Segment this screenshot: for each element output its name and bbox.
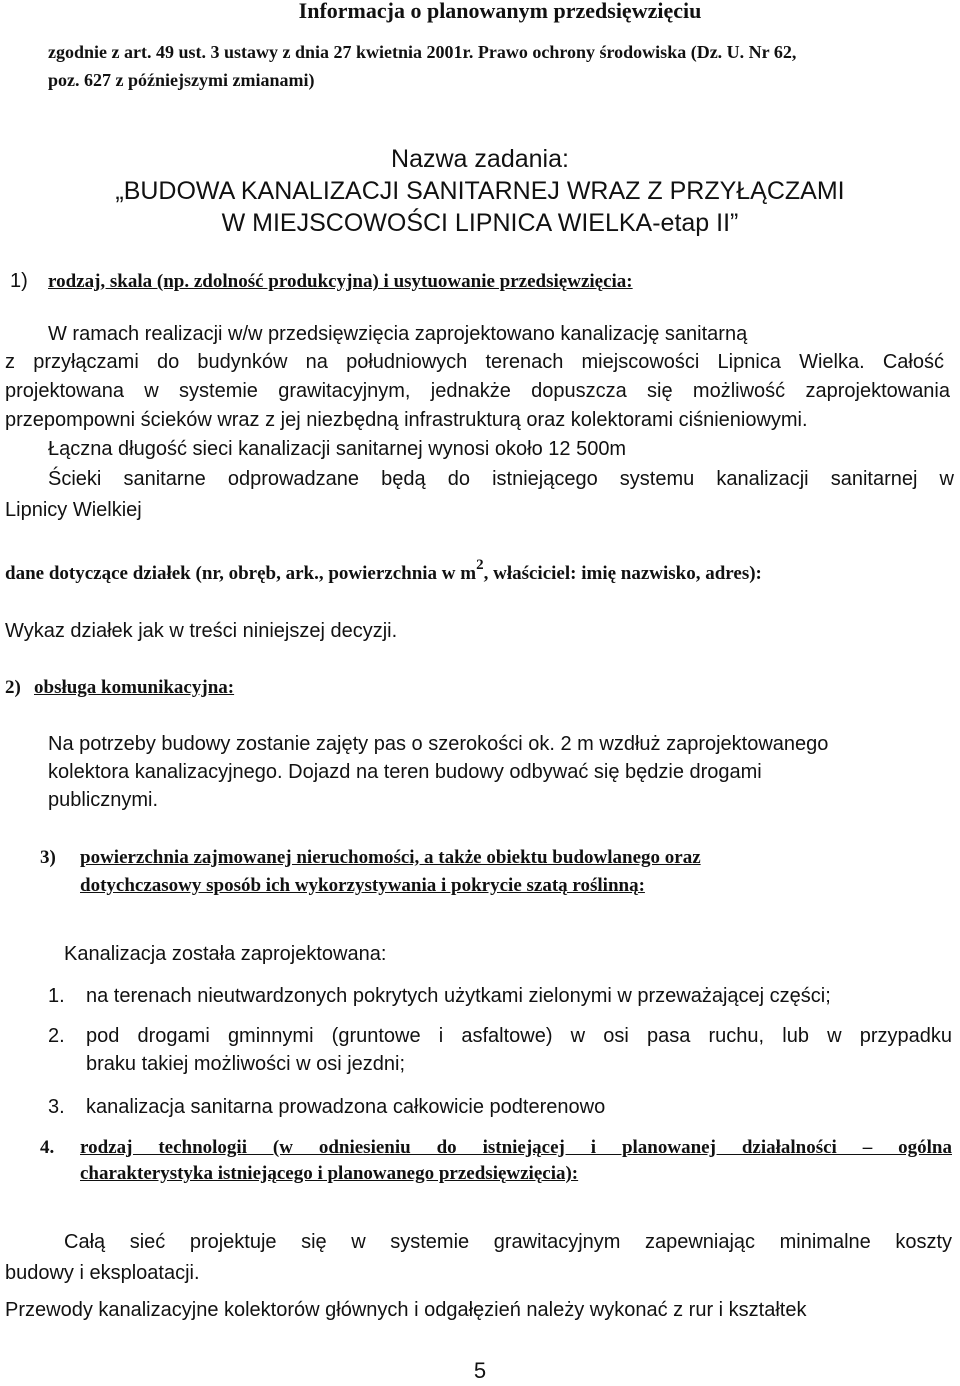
section-4-line-1: Całą sieć projektuje się w systemie grawitacyjnym zapewniając minimalne koszty xyxy=(64,1231,952,1253)
section-1-line-7: Lipnicy Wielkiej xyxy=(5,499,142,521)
section-4-heading-line-2: charakterystyka istniejącego i planowanego przedsięwzięcia): xyxy=(80,1163,579,1184)
legal-basis-line-2: poz. 627 z późniejszymi zmianami) xyxy=(48,70,315,90)
section-4-number: 4. xyxy=(40,1137,55,1158)
list-item-text: kanalizacja sanitarna prowadzona całkowicie podterenowo xyxy=(86,1096,606,1118)
list-item-number: 1. xyxy=(48,985,65,1007)
section-1-line-3: projektowana w systemie grawitacyjnym, jednakże dopuszcza się możliwość zaprojektowania xyxy=(5,380,950,402)
section-3-heading-line-1: powierzchnia zajmowanej nieruchomości, a także obiektu budowlanego oraz xyxy=(80,847,701,868)
section-2-line-1: Na potrzeby budowy zostanie zajęty pas o szerokości ok. 2 m wzdłuż zaprojektowanego xyxy=(48,733,829,755)
section-3-number: 3) xyxy=(40,847,56,868)
plots-heading: dane dotyczące działek (nr, obręb, ark., powierzchnia w $m^2$, właściciel: imię nazwisko, adres): xyxy=(5,557,762,584)
section-4-line-2: budowy i eksploatacji. xyxy=(5,1262,200,1284)
section-4-line-3: Przewody kanalizacyjne kolektorów głównych i odgałęzień należy wykonać z rur i kształtek xyxy=(5,1299,807,1321)
section-2-heading: obsługa komunikacyjna: xyxy=(34,677,235,698)
legal-basis-line-1: zgodnie z art. 49 ust. 3 ustawy z dnia 27 kwietnia 2001r. Prawo ochrony środowiska (Dz. U. Nr 62, xyxy=(48,42,797,62)
document-title: Informacja o planowanym przedsięwzięciu xyxy=(298,0,702,23)
list-item-number: 3. xyxy=(48,1096,65,1118)
list-item-number: 2. xyxy=(48,1025,65,1047)
section-4-heading-line-1: rodzaj technologii (w odniesieniu do istniejącej i planowanej działalności – ogólna xyxy=(80,1137,952,1158)
list-item-text-continued: braku takiej możliwości w osi jezdni; xyxy=(86,1053,406,1075)
section-1-line-1: W ramach realizacji w/w przedsięwzięcia zaprojektowano kanalizację sanitarną xyxy=(48,323,748,345)
section-1-number: 1) xyxy=(10,270,28,292)
section-2-number: 2) xyxy=(5,677,21,698)
section-1-line-6: Ścieki sanitarne odprowadzane będą do istniejącego systemu kanalizacji sanitarnej w xyxy=(48,468,954,490)
task-name-line-1: „BUDOWA KANALIZACJI SANITARNEJ WRAZ Z PRZYŁĄCZAMI xyxy=(115,177,845,205)
section-1-line-2: z przyłączami do budynków na południowych terenach miejscowości Lipnica Wielka. Całość xyxy=(5,351,944,373)
section-1-line-4: przepompowni ścieków wraz z jej niezbędną infrastrukturą oraz kolektorami ciśnieniowymi. xyxy=(5,409,808,431)
section-1-heading: rodzaj, skala (np. zdolność produkcyjna) i usytuowanie przedsięwzięcia: xyxy=(48,271,633,292)
section-1-line-5: Łączna długość sieci kanalizacji sanitarnej wynosi około 12 500m xyxy=(48,438,627,460)
task-label: Nazwa zadania: xyxy=(391,145,569,173)
section-2-line-2: kolektora kanalizacyjnego. Dojazd na teren budowy odbywać się będzie drogami xyxy=(48,761,762,783)
section-2-line-3: publicznymi. xyxy=(48,789,159,811)
section-3-heading-line-2: dotychczasowy sposób ich wykorzystywania i pokrycie szatą roślinną: xyxy=(80,875,645,896)
section-3-intro: Kanalizacja została zaprojektowana: xyxy=(64,943,387,965)
list-item-text: pod drogami gminnymi (gruntowe i asfaltowe) w osi pasa ruchu, lub w przypadku xyxy=(86,1025,952,1047)
plots-text: Wykaz działek jak w treści niniejszej decyzji. xyxy=(5,620,398,642)
task-name-line-2: W MIEJSCOWOŚCI LIPNICA WIELKA-etap II” xyxy=(221,209,739,237)
list-item-text: na terenach nieutwardzonych pokrytych użytkami zielonymi w przeważającej części; xyxy=(86,985,831,1007)
page-number: 5 xyxy=(473,1358,487,1383)
